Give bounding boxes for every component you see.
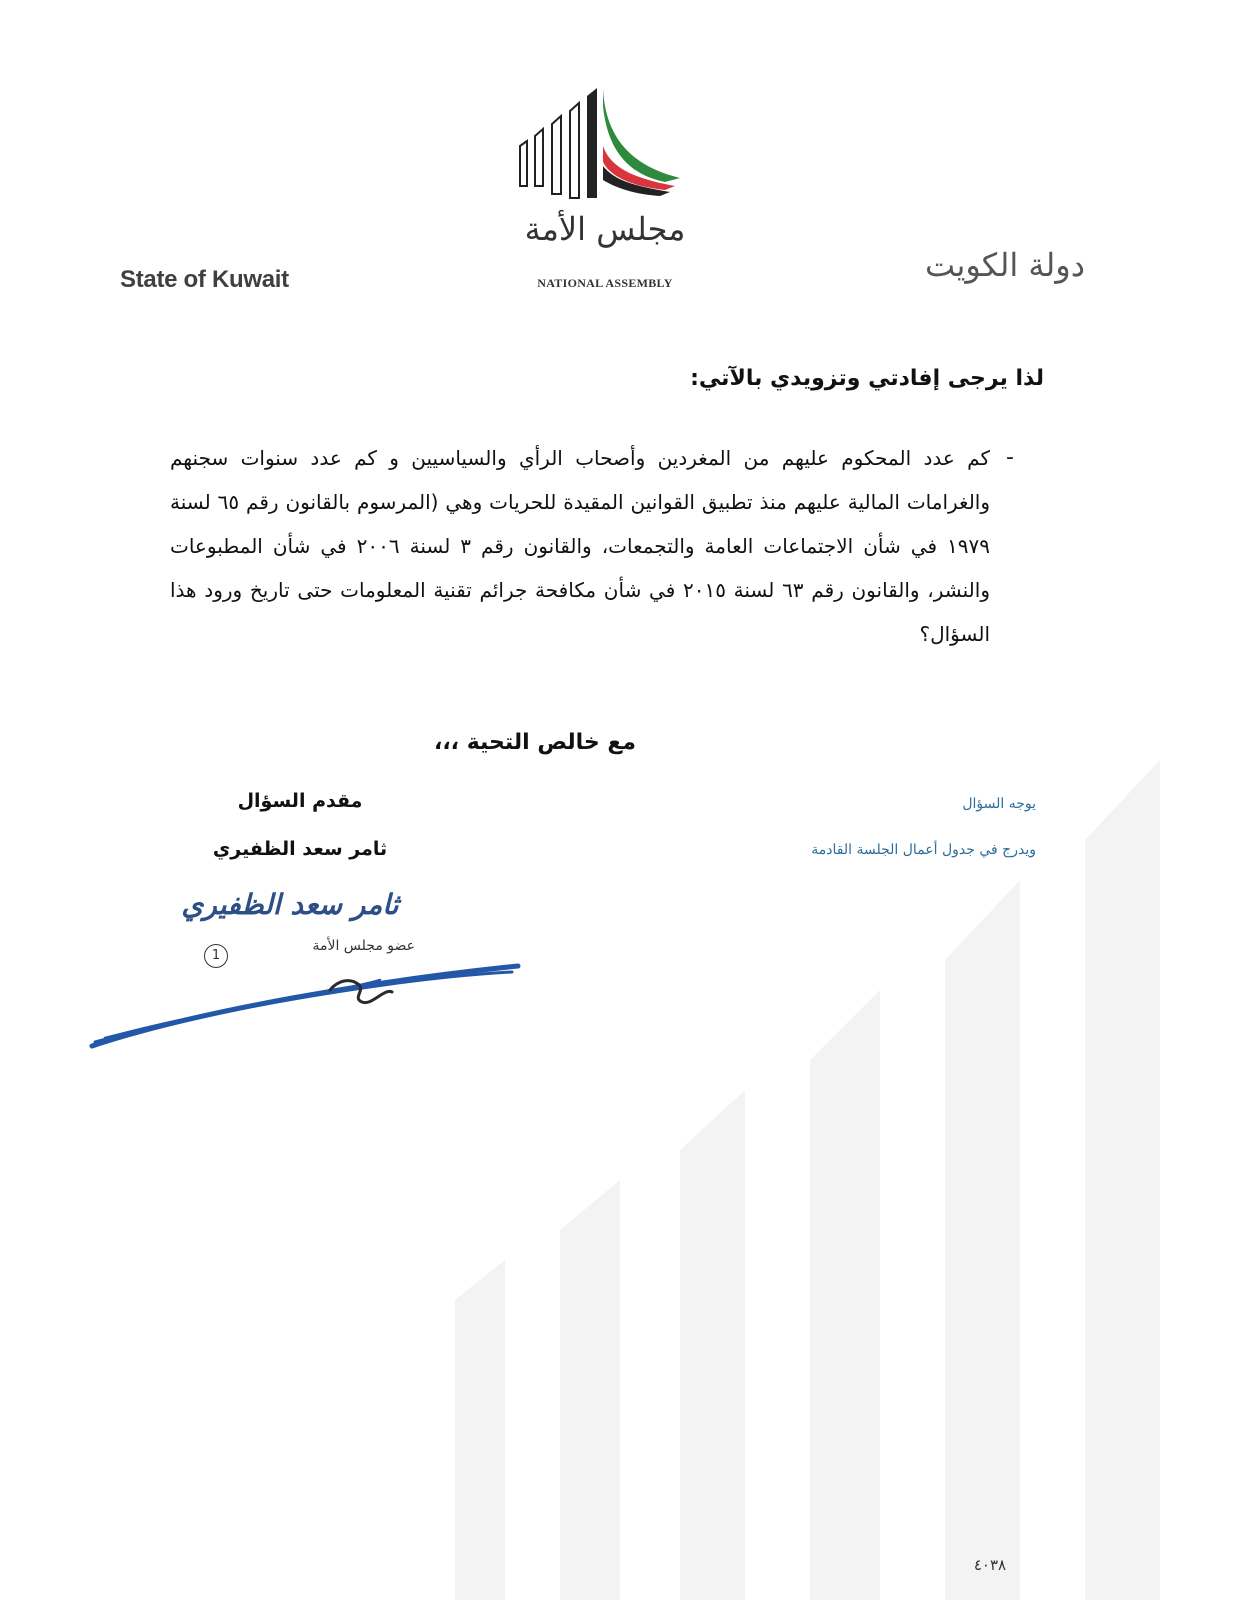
logo-english-text: NATIONAL ASSEMBLY [537,276,673,290]
request-intro: لذا يرجى إفادتي وتزويدي بالآتي: [690,366,1044,391]
stamp-title: عضو مجلس الأمة [312,938,415,954]
stamp-number-badge: 1 [204,944,228,968]
routing-note-line-1: يوجه السؤال [962,796,1036,812]
handwritten-signature [80,950,540,1060]
state-name-arabic: دولة الكويت [925,246,1085,284]
stamp-name: ثامر سعد الظفيري [181,888,399,921]
logo-arabic-text: مجلس الأمة [524,210,686,248]
submitter-name: ثامر سعد الظفيري [212,838,388,860]
question-item [170,436,1030,656]
submitter-label: مقدم السؤال [237,790,363,812]
national-assembly-logo [515,86,695,296]
state-name-english: State of Kuwait [120,266,289,293]
page-number: ٤٠٣٨ [973,1556,1007,1574]
question-bullet: - [1006,445,1014,470]
question-text: كم عدد المحكوم عليهم من المغردين وأصحاب الرأي والسياسيين و كم عدد سنوات سجنهم والغرامات المالية عليهم منذ تطبيق القوانين المقيدة للحريات وهي (المرسوم بالقانون رقم ٦٥ لسنة ١٩٧٩ في شأن الاجتماعات العامة والتجمعات، والقانون رقم ٣ لسنة ٢٠٠٦ في شأن المطبوعات والنشر، والقانون رقم ٦٣ لسنة ٢٠١٥ في شأن مكافحة جرائم تقنية المعلومات حتى تاريخ ورود هذا السؤال؟ [170,446,991,646]
closing-greeting: مع خالص التحية ،،، [433,730,637,755]
routing-note-line-2: ويدرج في جدول أعمال الجلسة القادمة [811,842,1036,858]
